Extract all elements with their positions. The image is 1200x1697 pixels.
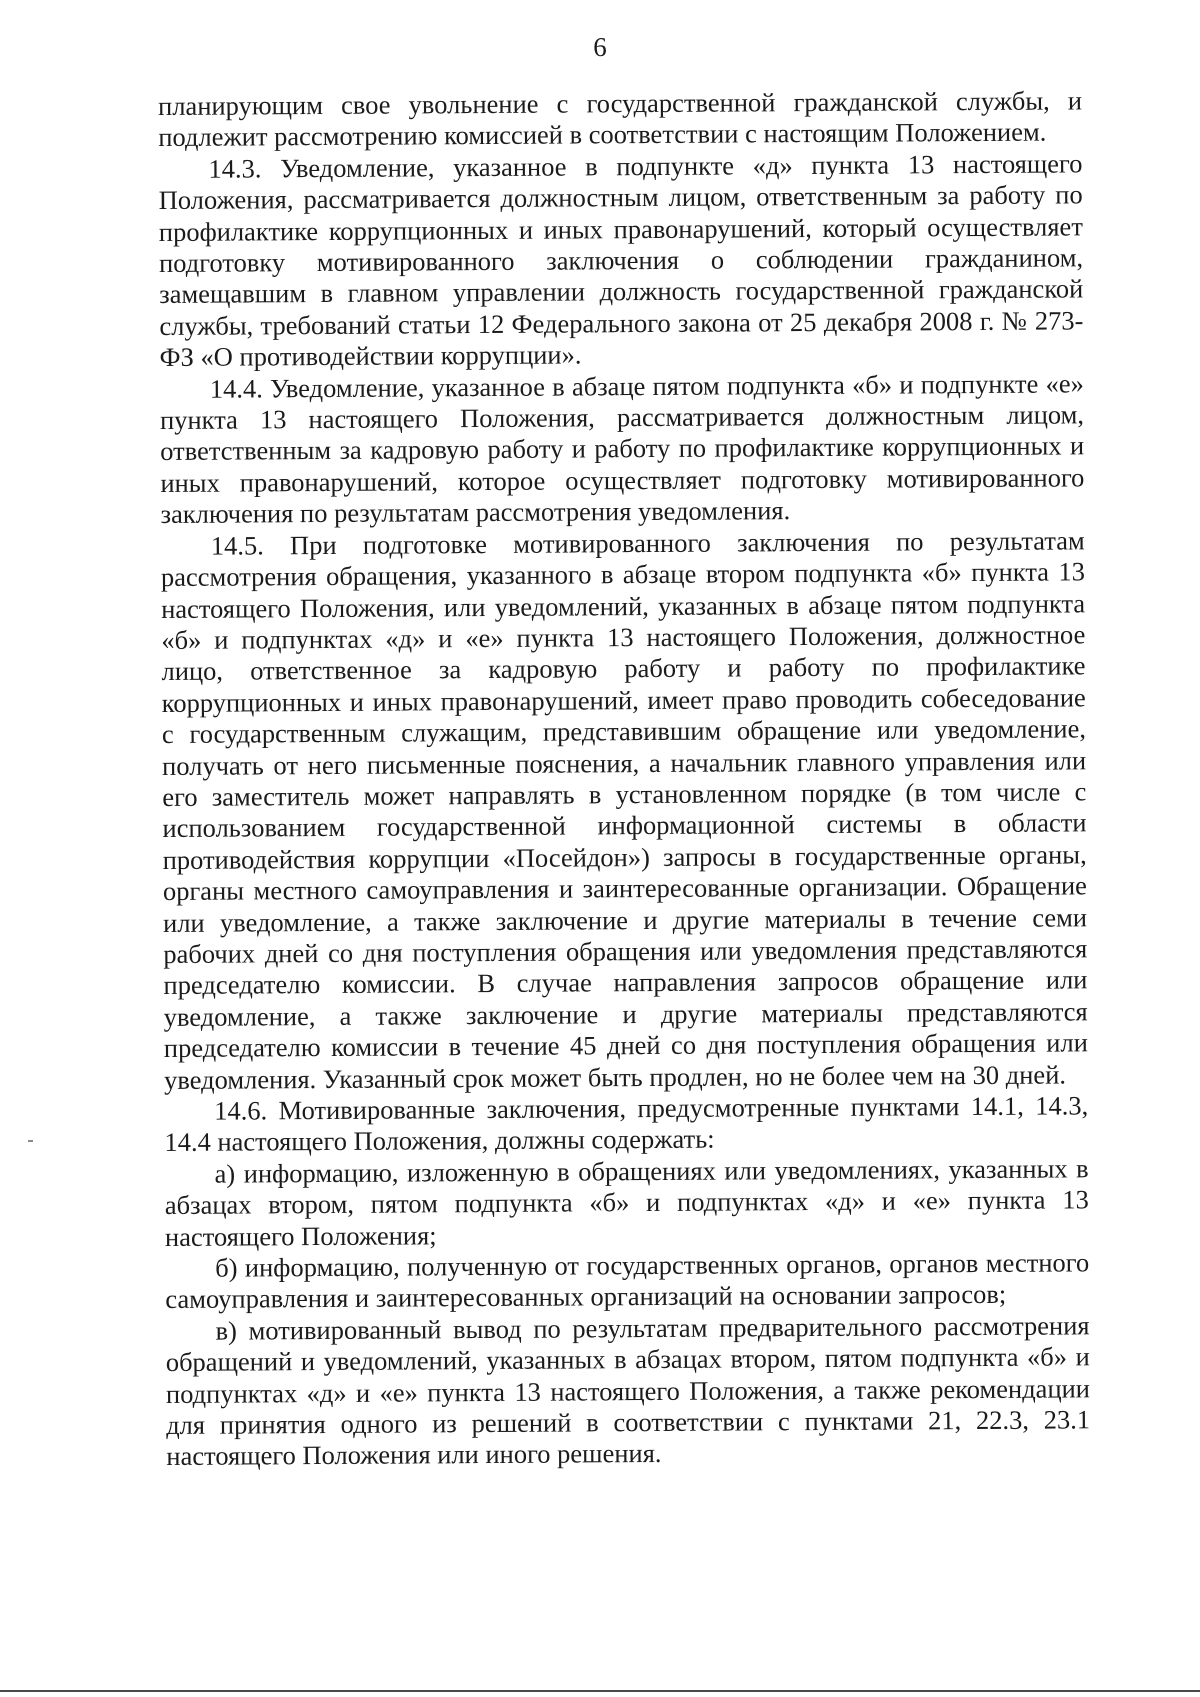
list-item-v: в) мотивированный вывод по результатам предварительного рассмотрения обращений и уведомлений, указанных в абзацах втором, пятом подпункта «б» и подпунктах «д» и «е» пункта 13 настоящего Положения, а также рекомендации для принятия одного из решений в соответствии с пунктами 21, 22.3, 23.1 настоящего Положения или иного решения.	[165, 1310, 1091, 1472]
page-number: 6	[593, 32, 607, 62]
scan-bottom-edge	[0, 1690, 1200, 1692]
document-body	[158, 85, 1090, 1472]
paragraph-continuation: планирующим свое увольнение с государственной гражданской службы, и подлежит рассмотрению комиссией в соответствии с настоящим Положением.	[158, 85, 1083, 153]
paragraph-14-5: 14.5. При подготовке мотивированного заключения по результатам рассмотрения обращения, указанного в абзаце втором подпункта «б» пункта 13 настоящего Положения, или уведомлений, указанных в абзаце пятом подпункта «б» и подпунктах «д» и «е» пункта 13 настоящего Положения, должностное лицо, ответственное за кадровую работу и работу по профилактике коррупционных и иных правонарушений, имеет право проводить собеседование с государственным служащим, представившим обращение или уведомление, получать от него письменные пояснения, а начальник главного управления или его заместитель может направлять в установленном порядке (в том числе с использованием государственной информационной системы в области противодействия коррупции «Посейдон») запросы в государственные органы, органы местного самоуправления и заинтересованные организации. Обращение или уведомление, а также заключение и другие материалы в течение семи рабочих дней со дня поступления обращения или уведомления представляются председателю комиссии. В случае направления запросов обращение или уведомление, а также заключение и другие материалы представляются председателю комиссии в течение 45 дней со дня поступления обращения или уведомления. Указанный срок может быть продлен, но не более чем на 30 дней.	[160, 525, 1088, 1095]
paragraph-14-3: 14.3. Уведомление, указанное в подпункте «д» пункта 13 настоящего Положения, рассматривается должностным лицом, ответственным за работу по профилактике коррупционных и иных правонарушений, который осуществляет подготовку мотивированного заключения о соблюдении гражданином, замещавшим в главном управлении должность государственной гражданской службы, требований статьи 12 Федерального закона от 25 декабря 2008 г. № 273-ФЗ «О противодействии коррупции».	[158, 148, 1084, 373]
scan-speck	[28, 1140, 33, 1142]
paragraph-14-6: 14.6. Мотивированные заключения, предусмотренные пунктами 14.1, 14.3, 14.4 настоящего Положения, должны содержать:	[164, 1090, 1089, 1158]
list-item-b: б) информацию, полученную от государственных органов, органов местного самоуправления и заинтересованных организаций на основании запросов;	[165, 1247, 1090, 1315]
paragraph-14-4: 14.4. Уведомление, указанное в абзаце пятом подпункта «б» и подпункте «е» пункта 13 настоящего Положения, рассматривается должностным лицом, ответственным за кадровую работу и работу по профилактике коррупционных и иных правонарушений, которое осуществляет подготовку мотивированного заключения по результатам рассмотрения уведомления.	[159, 368, 1085, 530]
list-item-a: а) информацию, изложенную в обращениях или уведомлениях, указанных в абзацах втором, пятом подпункта «б» и подпунктах «д» и «е» пункта 13 настоящего Положения;	[164, 1153, 1089, 1252]
